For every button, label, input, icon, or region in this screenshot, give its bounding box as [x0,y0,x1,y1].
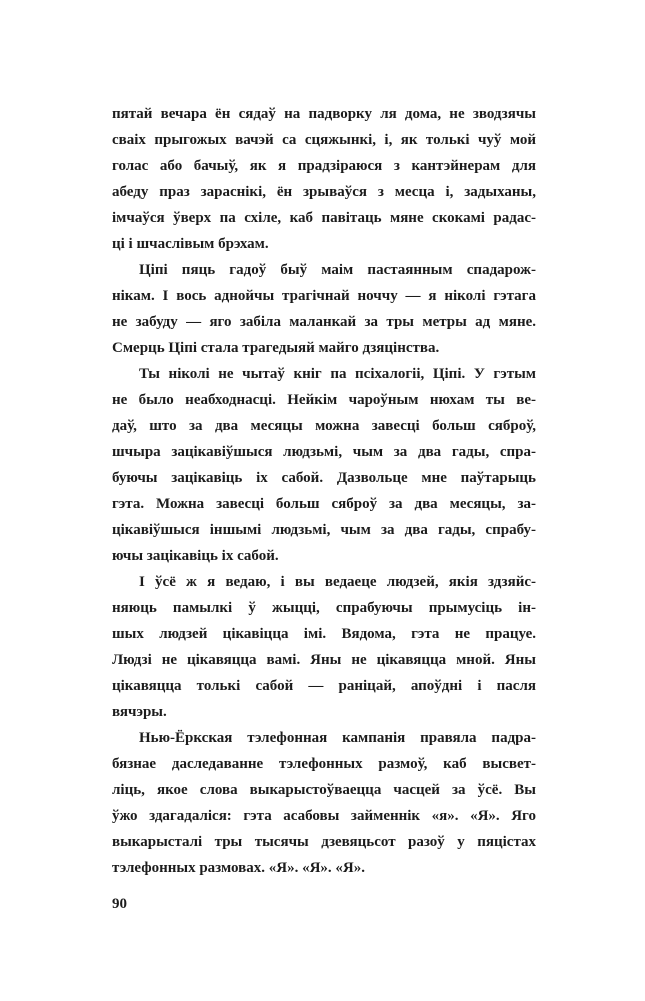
text-line: Смерць Ціпі стала трагедыяй майго дзяцінства. [112,340,440,356]
text-line: ючы зацікавіць іх сабой. [112,548,279,564]
text-line: ўжо здагадаліся: гэта асабовы займеннік «я». «Я». Яго [112,808,536,824]
text-line: імчаўся ўверх па схіле, каб павітаць мяне скокамі радас- [112,210,536,226]
text-line: цікавіўшыся іншымі людзьмі, чым за два гады, спрабу- [112,522,536,538]
text-line: шчыра зацікавіўшыся людзьмі, чым за два гады, спра- [112,444,536,460]
text-line: ці і шчаслівым брэхам. [112,236,269,252]
text-line: даў, што за два месяцы можна завесці больш сяброў, [112,418,536,434]
text-line: шых людзей цікавіцца імі. Вядома, гэта не працуе. [112,626,536,642]
paragraph [112,257,536,361]
text-line: абеду праз зараснікі, ён зрываўся з месца і, задыханы, [112,184,536,200]
text-line: тэлефонных размовах. «Я». «Я». «Я». [112,860,365,876]
text-line: гэта. Можна завесці больш сяброў за два месяцы, за- [112,496,536,512]
text-line: няюць памылкі ў жыцці, спрабуючы прымусіць ін- [112,600,536,616]
text-line: не забуду — яго забіла маланкай за тры метры ад мяне. [112,314,536,330]
text-line: цікавяцца толькі сабой — раніцай, апоўдні і пасля [112,678,536,694]
page-text [112,101,536,881]
text-line: Ты ніколі не чытаў кніг па псіхалогіі, Ціпі. У гэтым [139,366,536,382]
text-line: І ўсё ж я ведаю, і вы ведаеце людзей, якія здзяйс- [139,574,536,590]
paragraph [112,361,536,569]
paragraph [112,725,536,881]
text-line: Нью-Ёркская тэлефонная кампанія правяла падра- [139,730,536,746]
text-line: сваіх прыгожых вачэй са сцяжынкі, і, як толькі чуў мой [112,132,536,148]
text-line: голас або бачыў, як я прадзіраюся з кантэйнерам для [112,158,536,174]
text-line: Людзі не цікавяцца вамі. Яны не цікавяцца мной. Яны [112,652,536,668]
text-line: буючы зацікавіць іх сабой. Дазвольце мне паўтарыць [112,470,536,486]
text-line: вячэры. [112,704,167,720]
paragraph [112,101,536,257]
text-line: нікам. І вось аднойчы трагічнай ноччу — я ніколі гэтага [112,288,536,304]
text-line: ліць, якое слова выкарыстоўваецца часцей за ўсё. Вы [112,782,536,798]
text-line: Ціпі пяць гадоў быў маім пастаянным спадарож- [139,262,536,278]
text-line: пятай вечара ён сядаў на падворку ля дома, не зводзячы [112,106,536,122]
text-line: бязнае даследаванне тэлефонных размоў, каб высвет- [112,756,536,772]
text-line: не было неабходнасці. Нейкім чароўным нюхам ты ве- [112,392,536,408]
text-line: выкарысталі тры тысячы дзевяцьсот разоў у пяцістах [112,834,536,850]
page-number: 90 [112,896,127,912]
paragraph [112,569,536,725]
